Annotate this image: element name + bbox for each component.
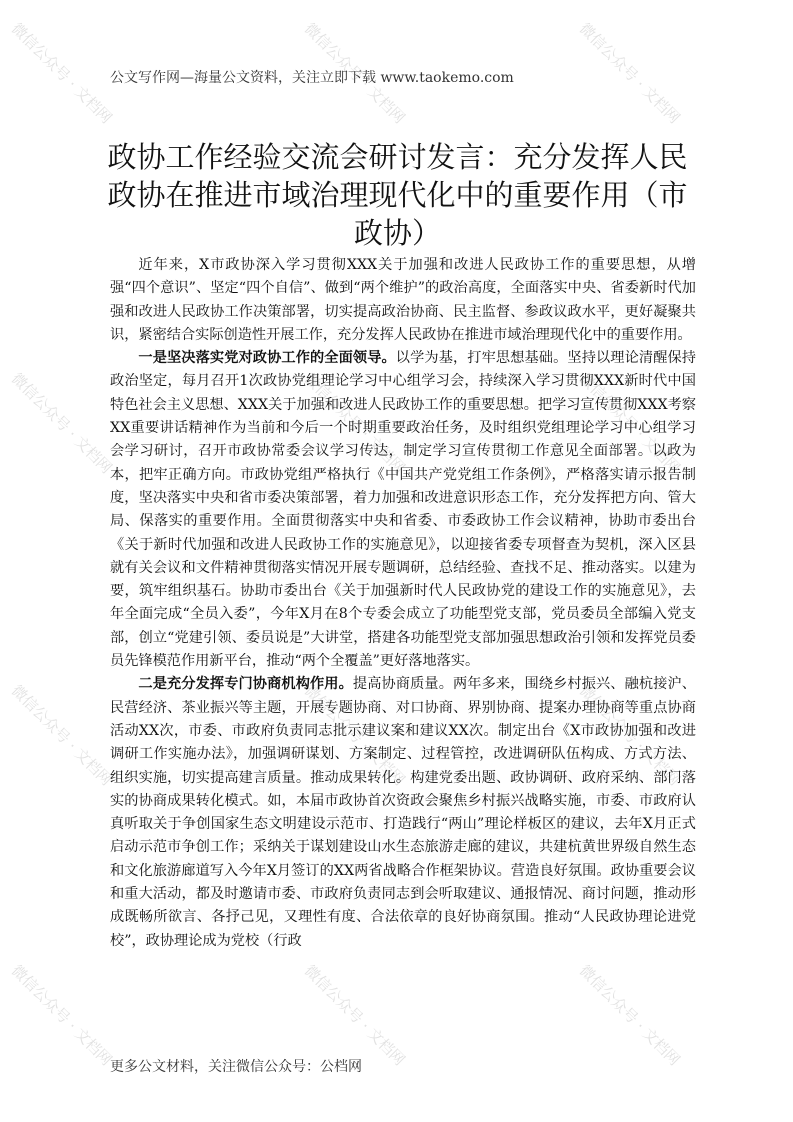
paragraph-text: 以学为基，打牢思想基础。坚持以理论清醒保持政治坚定，每月召开1次政协党组理论学习中心组学习会，持续深入学习贯彻XXX新时代中国特色社会主义思想、XXX关于加强和改进人民政协工作的重要思想。把学习宣传贯彻XXX考察XX重要讲话精神作为当前和今后一个时期重要政治任务，及时组织党组理论学习中心组学习会学习研讨，召开市政协常委会议学习传达，制定学习宣传贯彻工作意见全面部署。以政为本，把牢正确方向。市政协党组严格执行《中国共产党党组工作条例》，严格落实请示报告制度，坚决落实中央和省市委决策部署，着力加强和改进意识形态工作，充分发挥把方向、管大局、保落实的重要作用。全面贯彻落实中央和省委、市委政协工作会议精神，协助市委出台《关于新时代加强和改进人民政协工作的实施意见》，以迎接省委专项督查为契机，深入区县就有关会议和文件精神贯彻落实情况开展专题调研，总结经验、查找不足、推动落实。以建为要，筑牢组织基石。协助市委出台《关于加强新时代人民政协党的建设工作的实施意见》，去年全面完成“全员入委”，今年X月在8个专委会成立了功能型党支部，党员委员全部编入党支部，创立“党建引领、委员说是”大讲堂，搭建各功能型党支部加强思想政治引领和发挥党员委员先锋模范作用新平台，推动“两个全覆盖”更好落地落实。 (110, 350, 696, 670)
watermark-text: 微信公众号 · 文档网 (300, 19, 409, 128)
watermark-text: 微信公众号 · 文档网 (575, 961, 684, 1070)
paragraph-text: 提高协商质量。两年多来，围绕乡村振兴、融杭接沪、民营经济、茶业振兴等主题，开展专题协商、对口协商、界别协商、提案办理协商等重点协商活动XX次，市委、市政府负责同志批示建议案和建议XX次。制定出台《X市政协加强和改进调研工作实施办法》，加强调研谋划、方案制定、过程管控，改进调研队伍构成、方式方法、组织实施，切实提高建言质量。推动成果转化。构建党委出题、政协调研、政府采纳、部门落实的协商成果转化模式。如，本届市政协首次资政会聚焦乡村振兴战略实施，市委、市政府认真听取关于争创国家生态文明建设示范市、打造践行“两山”理论样板区的建议，去年X月正式启动示范市争创工作；采纳关于谋划建设山水生态旅游走廊的建议，共建杭黄世界级自然生态和文化旅游廊道写入今年X月签订的XX两省战略合作框架协议。营造良好氛围。政协重要会议和重大活动，都及时邀请市委、市政府负责同志到会听取建议、通报情况、商讨问题，推动形成既畅所欲言、各抒己见，又理性有度、合法依章的良好协商氛围。推动“人民政协理论进党校”，政协理论成为党校（行政 (110, 676, 696, 949)
paragraph-section-2 (110, 673, 696, 953)
watermark-text: 微信公众号 · 文档网 (300, 961, 409, 1070)
document-body (110, 254, 696, 953)
watermark-text: 微信公众号 · 文档网 (300, 681, 409, 790)
document-title: 政协工作经验交流会研讨发言：充分发挥人民政协在推进市域治理现代化中的重要作用（市政协） (107, 140, 688, 250)
page-header: 公文写作网—海量公文资料，关注立即下载 www.taokemo.com (110, 70, 514, 86)
watermark-text: 微信公众号 · 文档网 (300, 369, 409, 478)
watermark-text: 微信公众号 · 文档网 (575, 19, 684, 128)
watermark-text: 微信公众号 · 文档网 (575, 681, 684, 790)
paragraph-intro (110, 254, 696, 347)
page-footer: 更多公文材料，关注微信公众号：公档网 (110, 1059, 362, 1075)
paragraph-lead: 一是坚决落实党对政协工作的全面领导。 (138, 350, 396, 367)
watermark-text: 微信公众号 · 文档网 (7, 369, 116, 478)
watermark-text: 微信公众号 · 文档网 (575, 369, 684, 478)
watermark-text: 微信公众号 · 文档网 (7, 19, 116, 128)
watermark-text: 微信公众号 · 文档网 (7, 681, 116, 790)
paragraph-text: 近年来，X市政协深入学习贯彻XXX关于加强和改进人民政协工作的重要思想，从增强“四个意识”、坚定“四个自信”、做到“两个维护”的政治高度，全面落实中央、省委新时代加强和改进人民政协工作决策部署，切实提高政治协商、民主监督、参政议政水平，更好凝聚共识，紧密结合实际创造性开展工作，充分发挥人民政协在推进市域治理现代化中的重要作用。 (110, 257, 696, 343)
watermark-text: 微信公众号 · 文档网 (7, 961, 116, 1070)
paragraph-section-1 (110, 347, 696, 673)
paragraph-lead: 二是充分发挥专门协商机构作用。 (138, 676, 353, 693)
